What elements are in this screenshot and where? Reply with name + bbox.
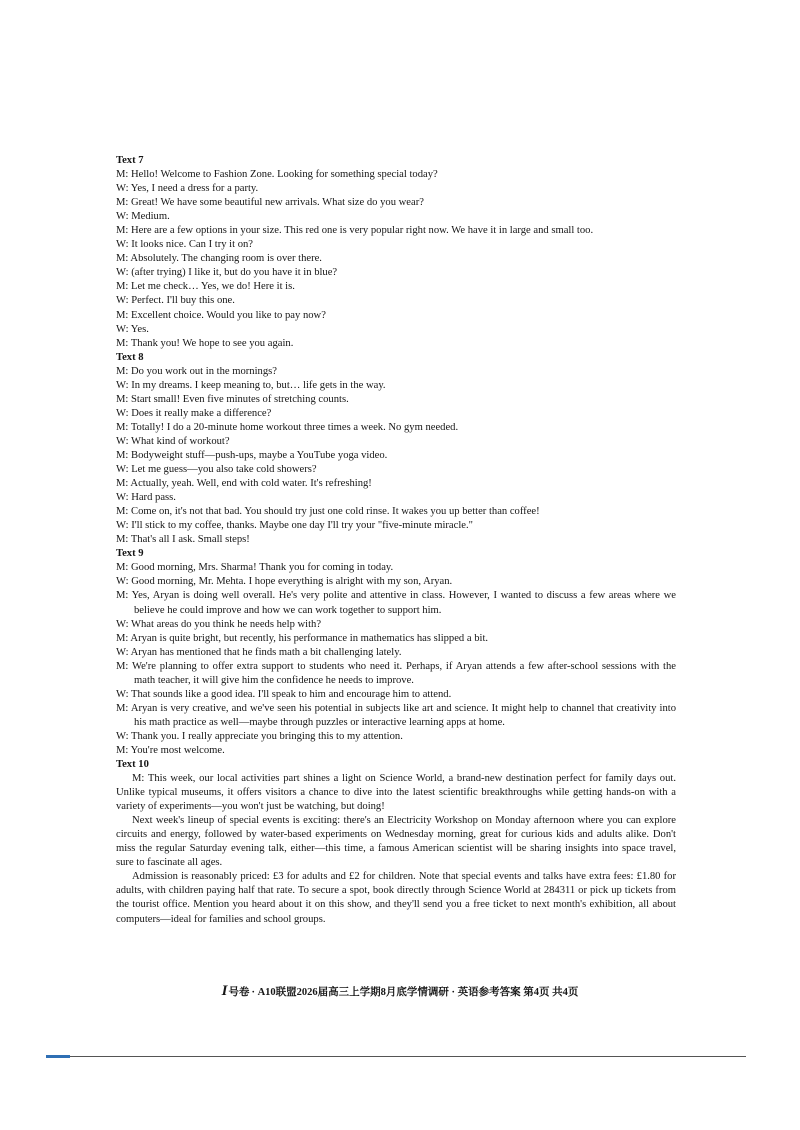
dialogue-line: M: Aryan is very creative, and we've seen his potential in subjects like art and science. It might help to channel that creativity into his math practice as well—maybe through puzzles or interactive learning apps at home. (116, 702, 676, 728)
dialogue-line: W: What areas do you think he needs help with? (116, 618, 322, 630)
dialogue-line: W: Yes, I need a dress for a party. (116, 183, 259, 195)
dialogue-line: M: Good morning, Mrs. Sharma! Thank you for coming in today. (116, 562, 394, 574)
dialogue-line: W: I'll stick to my coffee, thanks. Maybe one day I'll try your "five-minute miracle." (116, 520, 473, 532)
bottom-divider-accent (46, 1055, 70, 1058)
answer-document (116, 154, 676, 927)
text10-heading: Text 10 (116, 759, 149, 771)
text8-heading: Text 8 (116, 351, 144, 363)
text7-section (116, 154, 676, 351)
dialogue-line: W: Perfect. I'll buy this one. (116, 295, 235, 307)
dialogue-line: M: Aryan is quite bright, but recently, his performance in mathematics has slipped a bit. (116, 632, 489, 644)
dialogue-line: M: Let me check… Yes, we do! Here it is. (116, 281, 295, 293)
footer-text: · A10联盟2026届高三上学期8月底学情调研 · 英语参考答案 第4页 共4页 (251, 987, 579, 998)
text8-section (116, 351, 676, 548)
dialogue-line: W: Let me guess—you also take cold showers? (116, 464, 317, 476)
dialogue-line: M: That's all I ask. Small steps! (116, 534, 250, 546)
dialogue-line: M: You're most welcome. (116, 744, 225, 756)
dialogue-line: W: Aryan has mentioned that he finds math a bit challenging lately. (116, 646, 402, 658)
dialogue-line: M: Absolutely. The changing room is over there. (116, 253, 322, 265)
dialogue-line: M: Thank you! We hope to see you again. (116, 337, 294, 349)
dialogue-line: M: Excellent choice. Would you like to pay now? (116, 309, 326, 321)
brand-name: 号卷 (228, 987, 250, 998)
dialogue-line: M: Totally! I do a 20-minute home workout three times a week. No gym needed. (116, 421, 459, 433)
monologue-paragraph: Admission is reasonably priced: £3 for adults and £2 for children. Note that special events and talks have extra fees: £1.80 for adults, with children paying half that rate. To secure a spot, book directly through Science World at 284311 or pick up tickets from the tourist office. Mention you heard about it on this show, and they'll send you a free ticket to next month's exhibition, all about computers—ideal for families and school groups. (116, 871, 676, 925)
dialogue-line: W: It looks nice. Can I try it on? (116, 239, 253, 251)
dialogue-line: M: Come on, it's not that bad. You should try just one cold rinse. It wakes you up better than coffee! (116, 506, 540, 518)
dialogue-line: M: Start small! Even five minutes of stretching counts. (116, 393, 349, 405)
text7-heading: Text 7 (116, 155, 144, 166)
dialogue-line: W: Does it really make a difference? (116, 407, 272, 419)
text9-section (116, 547, 676, 758)
dialogue-line: W: That sounds like a good idea. I'll speak to him and encourage him to attend. (116, 688, 452, 700)
bottom-divider (46, 1056, 746, 1057)
dialogue-line: M: Great! We have some beautiful new arrivals. What size do you wear? (116, 197, 424, 209)
dialogue-line: W: Thank you. I really appreciate you bringing this to my attention. (116, 730, 403, 742)
dialogue-line: W: Good morning, Mr. Mehta. I hope everything is alright with my son, Aryan. (116, 576, 453, 588)
dialogue-line: W: Medium. (116, 211, 170, 223)
text10-section (116, 758, 676, 927)
dialogue-line: W: In my dreams. I keep meaning to, but… life gets in the way. (116, 379, 386, 391)
dialogue-line: W: What kind of workout? (116, 435, 230, 447)
dialogue-line: W: Yes. (116, 323, 149, 335)
dialogue-line: M: Hello! Welcome to Fashion Zone. Looking for something special today? (116, 169, 438, 181)
dialogue-line: M: Do you work out in the mornings? (116, 365, 277, 377)
brand-logo: I (221, 983, 228, 999)
dialogue-line: W: (after trying) I like it, but do you have it in blue? (116, 267, 338, 279)
monologue-paragraph: Next week's lineup of special events is exciting: there's an Electricity Workshop on Monday afternoon where you can explore circuits and energy, followed by water-based experiments on Wednesday morning, great for curious kids and adults alike. Don't miss the regular Saturday evening talk, either—this time, a famous American scientist will be sharing insights into space travel, sure to fascinate all ages. (116, 815, 676, 869)
dialogue-line: M: Here are a few options in your size. This red one is very popular right now. We have it in large and small too. (116, 225, 594, 237)
page-footer (0, 983, 800, 1000)
dialogue-line: M: Actually, yeah. Well, end with cold water. It's refreshing! (116, 478, 372, 490)
dialogue-line: M: Bodyweight stuff—push-ups, maybe a YouTube yoga video. (116, 449, 388, 461)
text9-heading: Text 9 (116, 548, 144, 560)
monologue-paragraph: M: This week, our local activities part shines a light on Science World, a brand-new destination perfect for family days out. Unlike typical museums, it offers visitors a chance to dive into the latest scientific breakthroughs while getting hands-on with a variety of experiments—you won't just be watching, but doing! (116, 773, 676, 813)
dialogue-line: M: Yes, Aryan is doing well overall. He's very polite and attentive in class. However, I wanted to discuss a few areas where we believe he could improve and how we can work together to support him. (116, 590, 676, 616)
dialogue-line: W: Hard pass. (116, 492, 176, 504)
dialogue-line: M: We're planning to offer extra support to students who need it. Perhaps, if Aryan attends a few after-school sessions with the math teacher, it will give him the confidence he needs to improve. (116, 660, 676, 686)
